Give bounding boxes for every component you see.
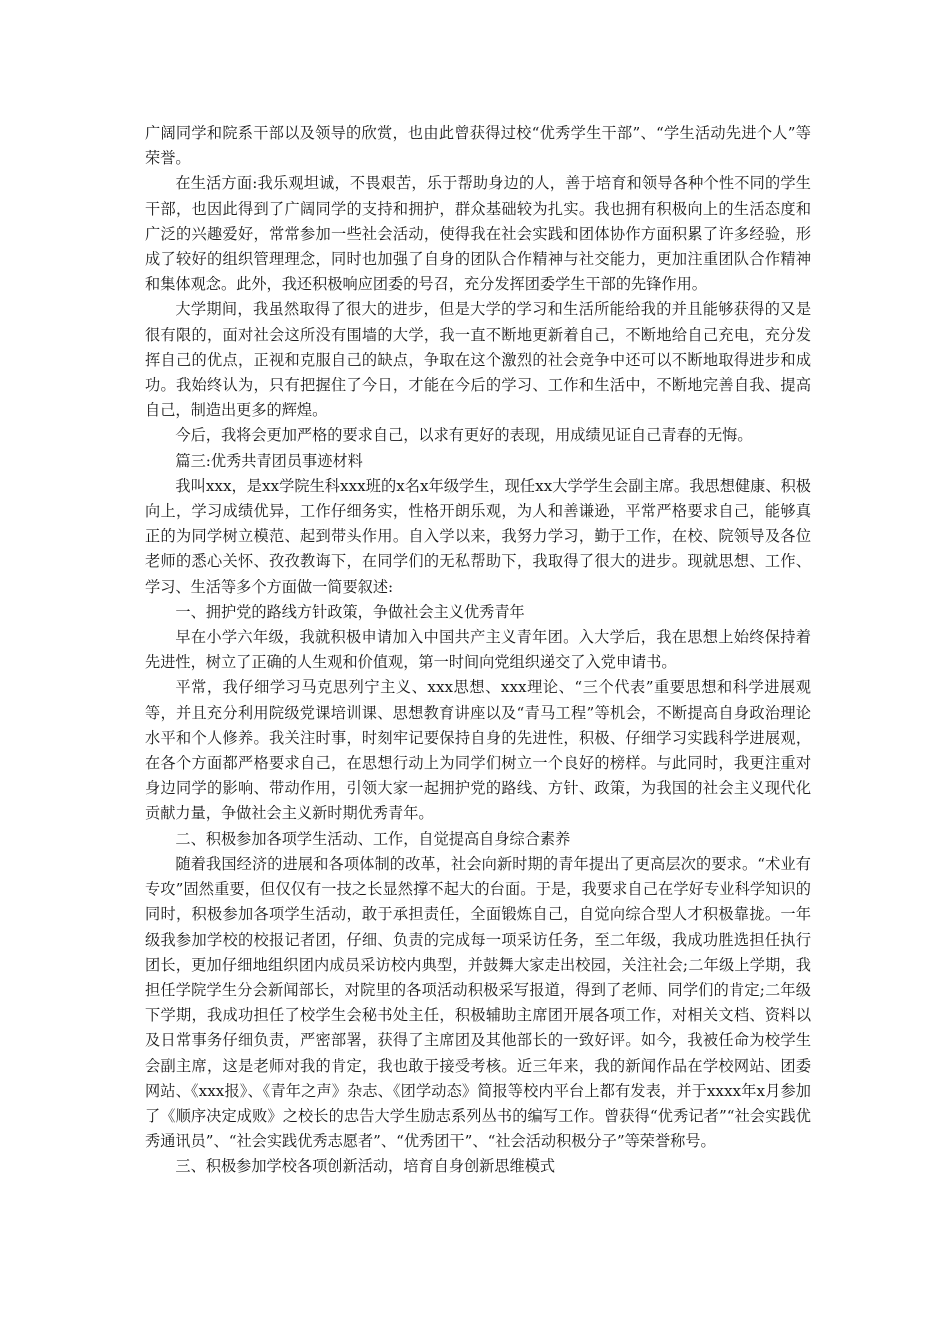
paragraph-2: 在生活方面:我乐观坦诚，不畏艰苦，乐于帮助身边的人，善于培育和领导各种个性不同的学生干部，也因此得到了广阔同学的支持和拥护，群众基础较为扎实。我也拥有积极向上的生活态度和广泛的兴趣爱好，常常参加一些社会活动，使得我在社会实践和团体协作方面积累了许多经验，形成了较好的组织管理理念，同时也加强了自身的团队合作精神与社交能力，更加注重团队合作精神和集体观念。此外，我还积极响应团委的号召，充分发挥团委学生干部的先锋作用。 [145,174,811,294]
subheading-1: 一、拥护党的路线方针政策，争做社会主义优秀青年 [175,602,525,621]
paragraph-9: 平常，我仔细学习马克思列宁主义、xxx思想、xxx理论、“三个代表”重要思想和科学进展观等，并且充分利用院级党课培训课、思想教育讲座以及“青马工程”等机会，不断提高自身政治理论水平和个人修养。我关注时事，时刻牢记要保持自身的先进性，积极、仔细学习实践科学进展观，在各个方面都严格要求自己，在思想行动上为同学们树立一个良好的榜样。与此同时，我更注重对身边同学的影响、带动作用，引领大家一起拥护党的路线、方针、政策，为我国的社会主义现代化贡献力量，争做社会主义新时期优秀青年。 [145,678,811,823]
paragraph-1: 广阔同学和院系干部以及领导的欣赏，也由此曾获得过校“优秀学生干部”、“学生活动先进个人”等荣誉。 [145,124,811,168]
subheading-3: 三、积极参加学校各项创新活动，培育自身创新思维模式 [175,1157,556,1176]
document-body [145,121,811,1180]
paragraph-8: 早在小学六年级，我就积极申请加入中国共产主义青年团。入大学后，我在思想上始终保持着先进性，树立了正确的人生观和价值观，第一时间向党组织递交了入党申请书。 [145,628,811,672]
paragraph-6: 我叫xxx，是xx学院生科xxx班的x名x年级学生，现任xx大学学生会副主席。我思想健康、积极向上，学习成绩优异，工作仔细务实，性格开朗乐观，为人和善谦逊，平常严格要求自己，能够真正的为同学树立模范、起到带头作用。自入学以来，我努力学习，勤于工作，在校、院领导及各位老师的悉心关怀、孜孜教诲下，在同学们的无私帮助下，我取得了很大的进步。现就思想、工作、学习、生活等多个方面做一简要叙述: [145,476,811,596]
paragraph-3: 大学期间，我虽然取得了很大的进步，但是大学的学习和生活所能给我的并且能够获得的又是很有限的，面对社会这所没有围墙的大学，我一直不断地更新着自己，不断地给自己充电，充分发挥自己的优点，正视和克服自己的缺点，争取在这个激烈的社会竞争中还可以不断地取得进步和成功。我始终认为，只有把握住了今日，才能在今后的学习、工作和生活中，不断地完善自我、提高自己，制造出更多的辉煌。 [145,300,811,420]
subheading-2: 二、积极参加各项学生活动、工作，自觉提高自身综合素养 [175,829,571,848]
section-heading-part3: 篇三:优秀共青团员事迹材料 [175,451,363,470]
paragraph-11: 随着我国经济的进展和各项体制的改革，社会向新时期的青年提出了更高层次的要求。“术业有专攻”固然重要，但仅仅有一技之长显然撑不起大的台面。于是，我要求自己在学好专业科学知识的同时，积极参加各项学生活动，敢于承担责任，全面锻炼自己，自觉向综合型人才积极靠拢。一年级我参加学校的校报记者团，仔细、负责的完成每一项采访任务，至二年级，我成功胜选担任执行团长，更加仔细地组织团内成员采访校内典型，并鼓舞大家走出校园，关注社会;二年级上学期，我担任学院学生分会新闻部长，对院里的各项活动积极采写报道，得到了老师、同学们的肯定;二年级下学期，我成功担任了校学生会秘书处主任，积极辅助主席团开展各项工作，对相关文档、资料以及日常事务仔细负责，严密部署，获得了主席团及其他部长的一致好评。如今，我被任命为校学生会副主席，这是老师对我的肯定，我也敢于接受考核。近三年来，我的新闻作品在学校网站、团委网站、《xxx报》、《青年之声》杂志、《团学动态》简报等校内平台上都有发表，并于xxxx年x月参加了《顺序决定成败》之校长的忠告大学生励志系列丛书的编写工作。曾获得“优秀记者”“社会实践优秀通讯员”、“社会实践优秀志愿者”、“优秀团干”、“社会活动积极分子”等荣誉称号。 [145,854,811,1151]
paragraph-4: 今后，我将会更加严格的要求自己，以求有更好的表现，用成绩见证自己青春的无悔。 [175,426,753,445]
